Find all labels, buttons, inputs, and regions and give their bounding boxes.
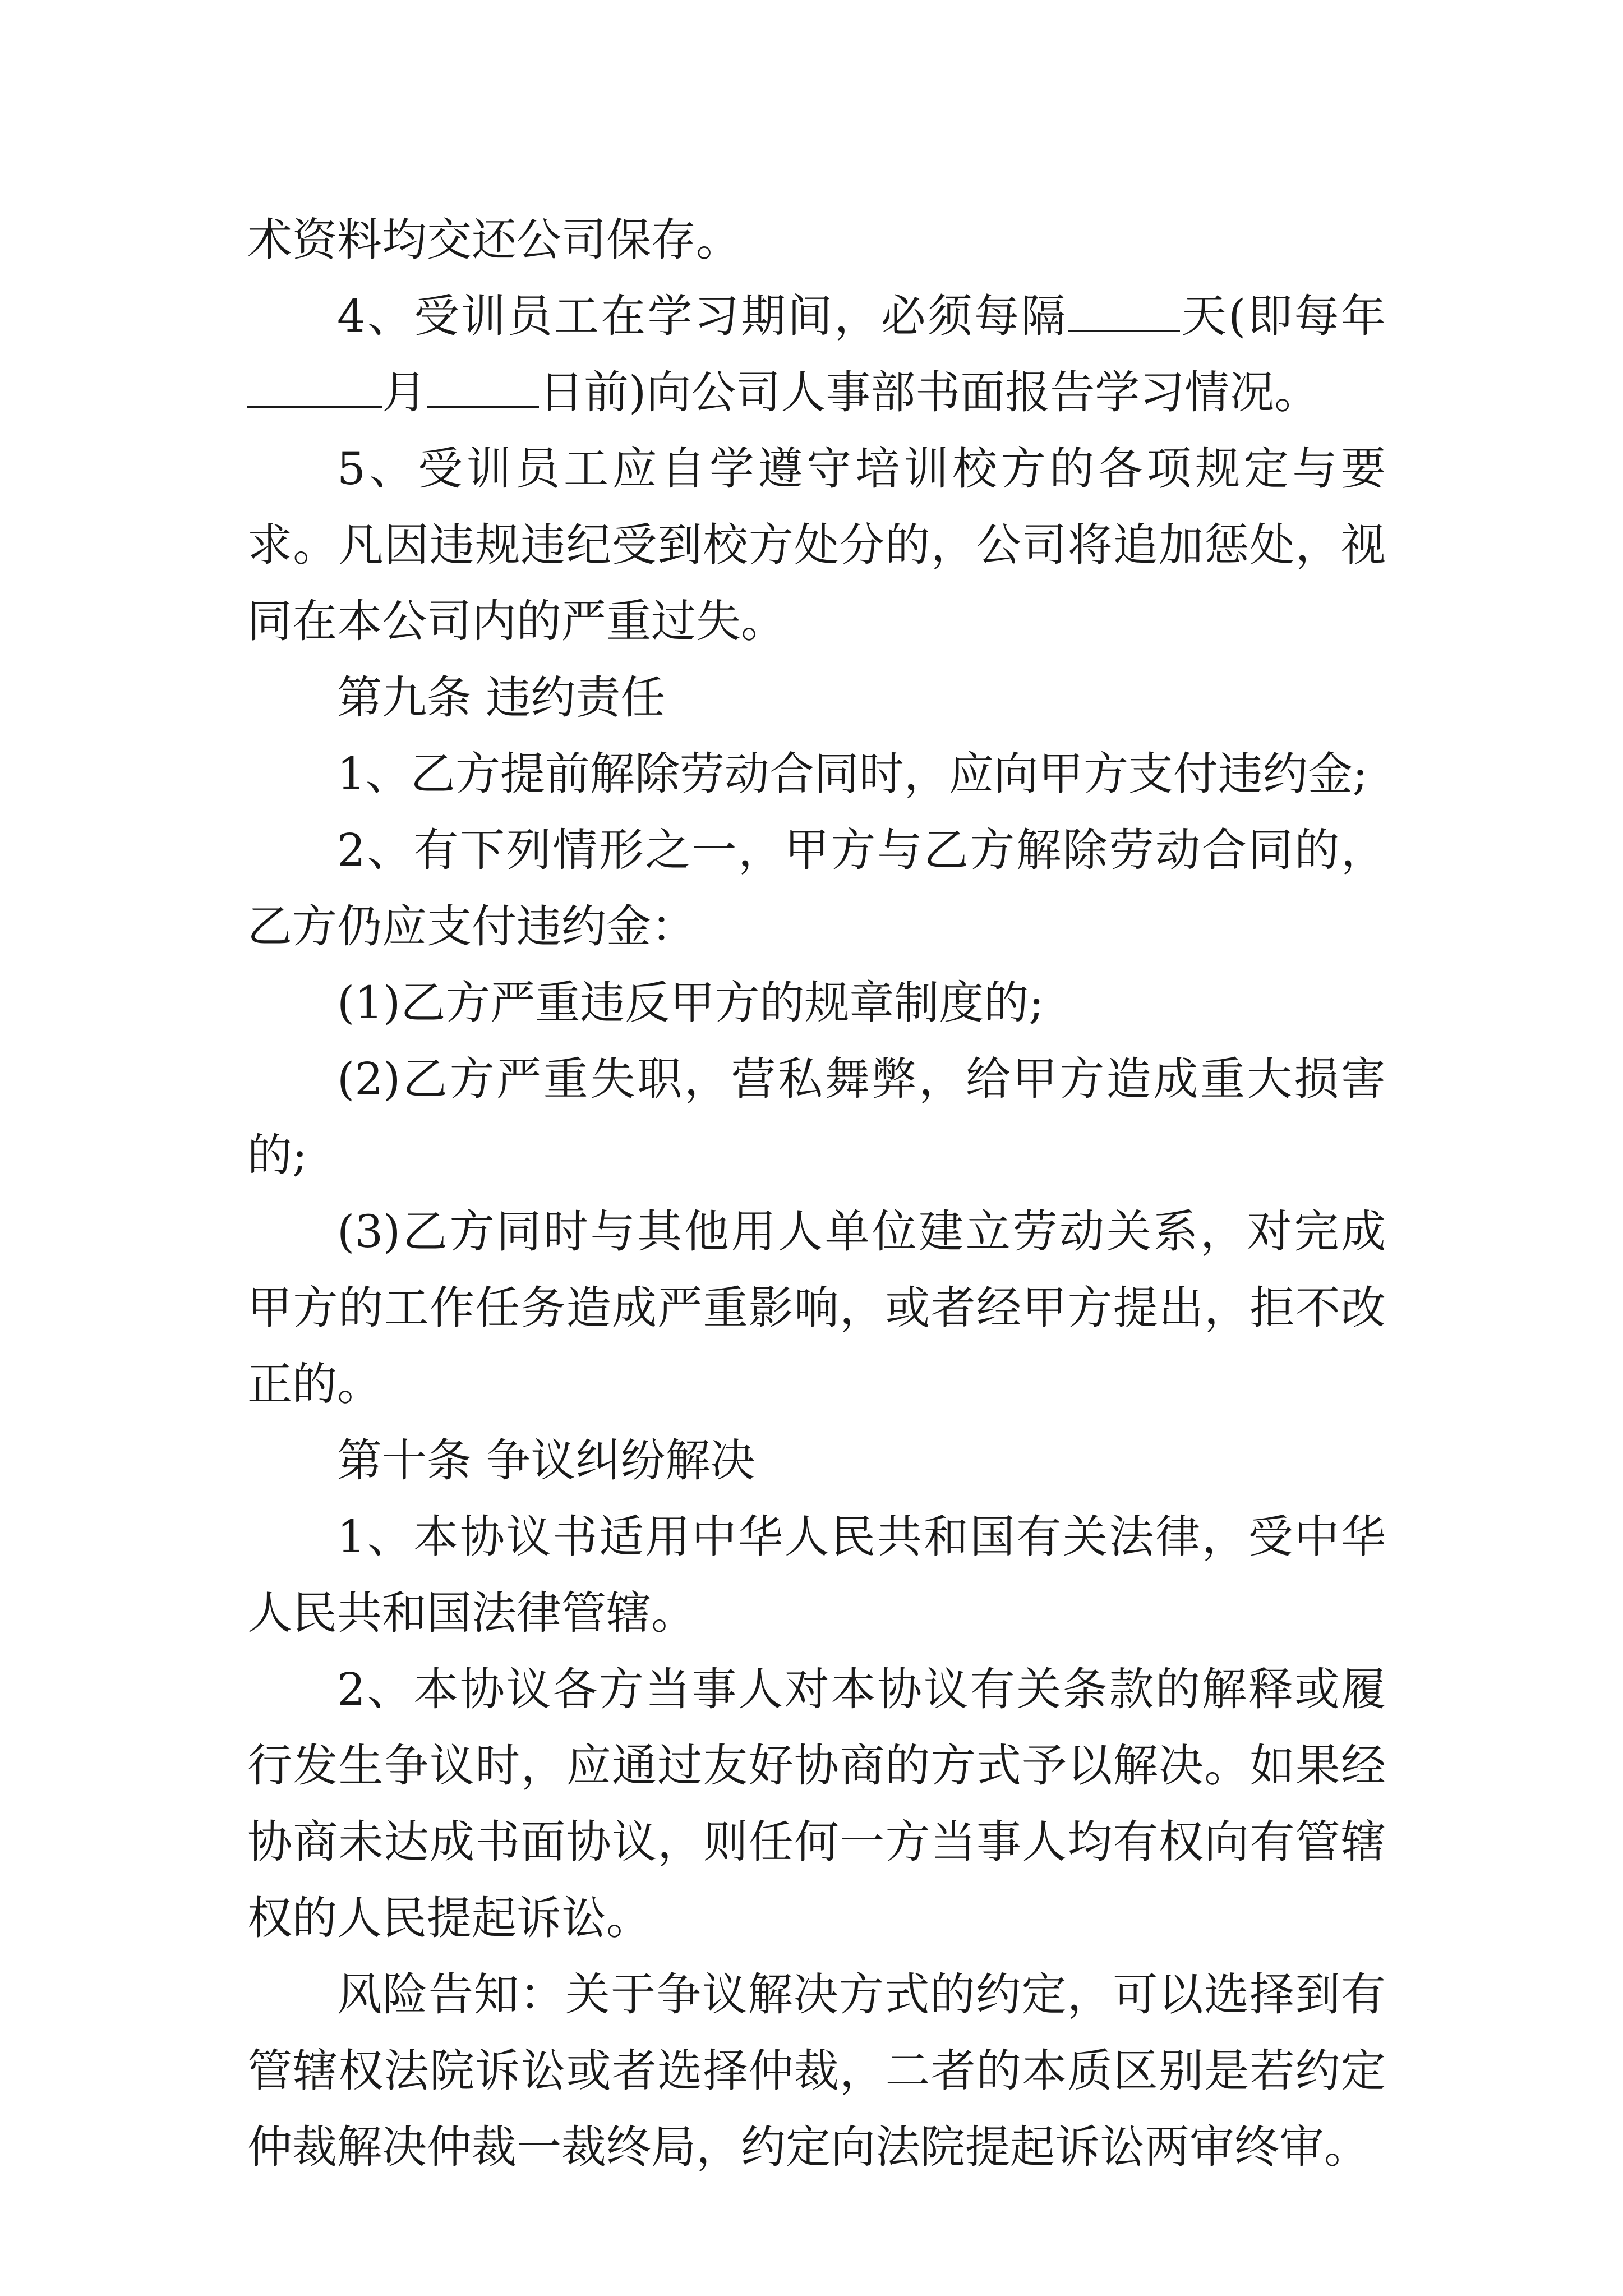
fill-blank-year <box>247 366 382 408</box>
paragraph-report-frequency <box>247 278 1386 431</box>
paragraph-dispute-resolution: 2、本协议各方当事人对本协议有关条款的解释或履行发生争议时，应通过友好协商的方式予以解决。如果经协商未达成书面协议，则任何一方当事人均有权向有管辖权的人民提起诉讼。 <box>247 1663 1386 1944</box>
fill-blank-month <box>427 366 539 408</box>
section-heading-article-9: 第九条 违约责任 <box>337 671 666 724</box>
list-item-case-1: (1)乙方严重违反甲方的规章制度的; <box>337 977 1044 1029</box>
list-item-case-2: (2)乙方严重失职，营私舞弊，给甲方造成重大损害的; <box>247 1053 1386 1181</box>
document-body <box>247 202 1386 2185</box>
fill-blank-days <box>1068 289 1180 332</box>
paragraph-termination-cases: 2、有下列情形之一，甲方与乙方解除劳动合同的，乙方仍应支付违约金： <box>247 824 1386 953</box>
paragraph-early-termination: 1、乙方提前解除劳动合同时，应向甲方支付违约金; <box>337 748 1368 800</box>
paragraph-school-rules: 5、受训员工应自学遵守培训校方的各项规定与要求。凡因违规违纪受到校方处分的，公司将追加惩处，视同在本公司内的严重过失。 <box>247 443 1386 647</box>
paragraph-text: 天(即每年 <box>1179 290 1386 342</box>
paragraph-text: 日前)向公司人事部书面报告学习情况。 <box>539 366 1320 418</box>
paragraph-text: 4、受训员工在学习期间，必须每隔 <box>337 290 1068 342</box>
paragraph-text: 月 <box>382 366 427 418</box>
section-heading-article-10: 第十条 争议纠纷解决 <box>337 1434 755 1487</box>
paragraph-risk-notice: 风险告知：关于争议解决方式的约定，可以选择到有管辖权法院诉讼或者选择仲裁，二者的本质区别是若约定仲裁解决仲裁一裁终局，约定向法院提起诉讼两审终审。 <box>247 1968 1386 2173</box>
paragraph-governing-law: 1、本协议书适用中华人民共和国有关法律，受中华人民共和国法律管辖。 <box>247 1511 1386 1639</box>
list-item-case-3: (3)乙方同时与其他用人单位建立劳动关系，对完成甲方的工作任务造成严重影响，或者经甲方提出，拒不改正的。 <box>247 1205 1386 1410</box>
paragraph-continuation: 术资料均交还公司保存。 <box>247 214 741 266</box>
